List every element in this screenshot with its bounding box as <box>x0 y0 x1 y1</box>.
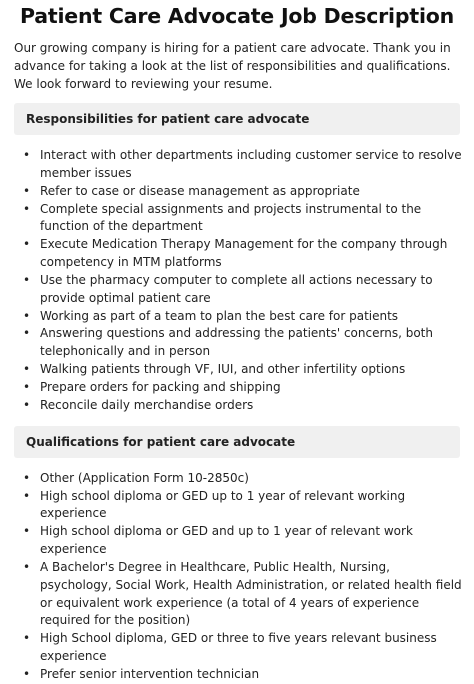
list-item <box>23 470 464 488</box>
bullet-icon: • <box>23 470 31 485</box>
list-item-text: Reconcile daily merchandise orders <box>40 397 254 412</box>
list-item-text: A Bachelor's Degree in Healthcare, Public Health, Nursing, psychology, Social Work, Health Administration, or related health field or equivalent work experience (a total of 4 years of experience required for the position) <box>40 559 462 628</box>
bullet-icon: • <box>23 397 31 412</box>
bullet-icon: • <box>23 183 31 198</box>
list-item <box>23 147 464 183</box>
bullet-icon: • <box>23 148 31 162</box>
bullet-icon: • <box>23 488 31 503</box>
responsibilities-heading: Responsibilities for patient care advocate <box>14 103 460 135</box>
list-item-text: Working as part of a team to plan the best care for patients <box>40 308 399 323</box>
bullet-icon: • <box>23 666 31 681</box>
list-item <box>23 183 464 201</box>
bullet-icon: • <box>23 308 31 323</box>
list-item <box>23 236 464 272</box>
bullet-icon: • <box>23 524 31 539</box>
list-item-text: Interact with other departments including customer service to resolve member issues <box>40 148 462 180</box>
list-item-text: Walking patients through VF, IUI, and other infertility options <box>40 362 406 377</box>
list-item-text: High school diploma or GED up to 1 year of relevant working experience <box>40 488 406 521</box>
list-item <box>23 201 464 237</box>
list-item <box>23 630 464 666</box>
list-item-text: Use the pharmacy computer to complete all actions necessary to provide optimal patient care <box>40 272 433 305</box>
bullet-icon: • <box>23 237 31 252</box>
qualifications-heading: Qualifications for patient care advocate <box>14 426 460 458</box>
list-item <box>23 488 464 524</box>
list-item-text: Complete special assignments and projects instrumental to the function of the department <box>40 201 422 234</box>
list-item <box>23 523 464 559</box>
list-item-text: High School diploma, GED or three to five years relevant business experience <box>40 631 437 664</box>
intro-paragraph: Our growing company is hiring for a patient care advocate. Thank you in advance for taking a look at the list of responsibilities and qualifications. We look forward to reviewing your resume. <box>14 41 451 91</box>
list-item-text: Answering questions and addressing the patients' concerns, both telephonically and in person <box>40 326 433 359</box>
list-item <box>23 559 464 630</box>
list-item <box>23 397 464 415</box>
qualifications-list <box>0 470 464 684</box>
list-item-text: Prepare orders for packing and shipping <box>40 379 281 394</box>
page-title: Patient Care Advocate Job Description <box>19 4 455 28</box>
bullet-icon: • <box>23 326 31 341</box>
list-item <box>23 308 464 326</box>
list-item <box>23 361 464 379</box>
responsibilities-list <box>0 147 464 415</box>
list-item <box>23 325 464 361</box>
bullet-icon: • <box>23 272 31 287</box>
list-item <box>23 666 464 684</box>
bullet-icon: • <box>23 362 31 377</box>
bullet-icon: • <box>23 201 31 216</box>
bullet-icon: • <box>23 379 31 394</box>
list-item-text: Prefer senior intervention technician <box>40 666 260 681</box>
list-item-text: High school diploma or GED and up to 1 year of relevant work experience <box>40 524 413 557</box>
list-item-text: Refer to case or disease management as appropriate <box>40 183 360 198</box>
bullet-icon: • <box>23 631 31 646</box>
list-item <box>23 379 464 397</box>
bullet-icon: • <box>23 559 31 574</box>
list-item-text: Execute Medication Therapy Management for the company through competency in MTM platforms <box>40 237 448 270</box>
list-item <box>23 272 464 308</box>
list-item-text: Other (Application Form 10-2850c) <box>40 470 249 485</box>
